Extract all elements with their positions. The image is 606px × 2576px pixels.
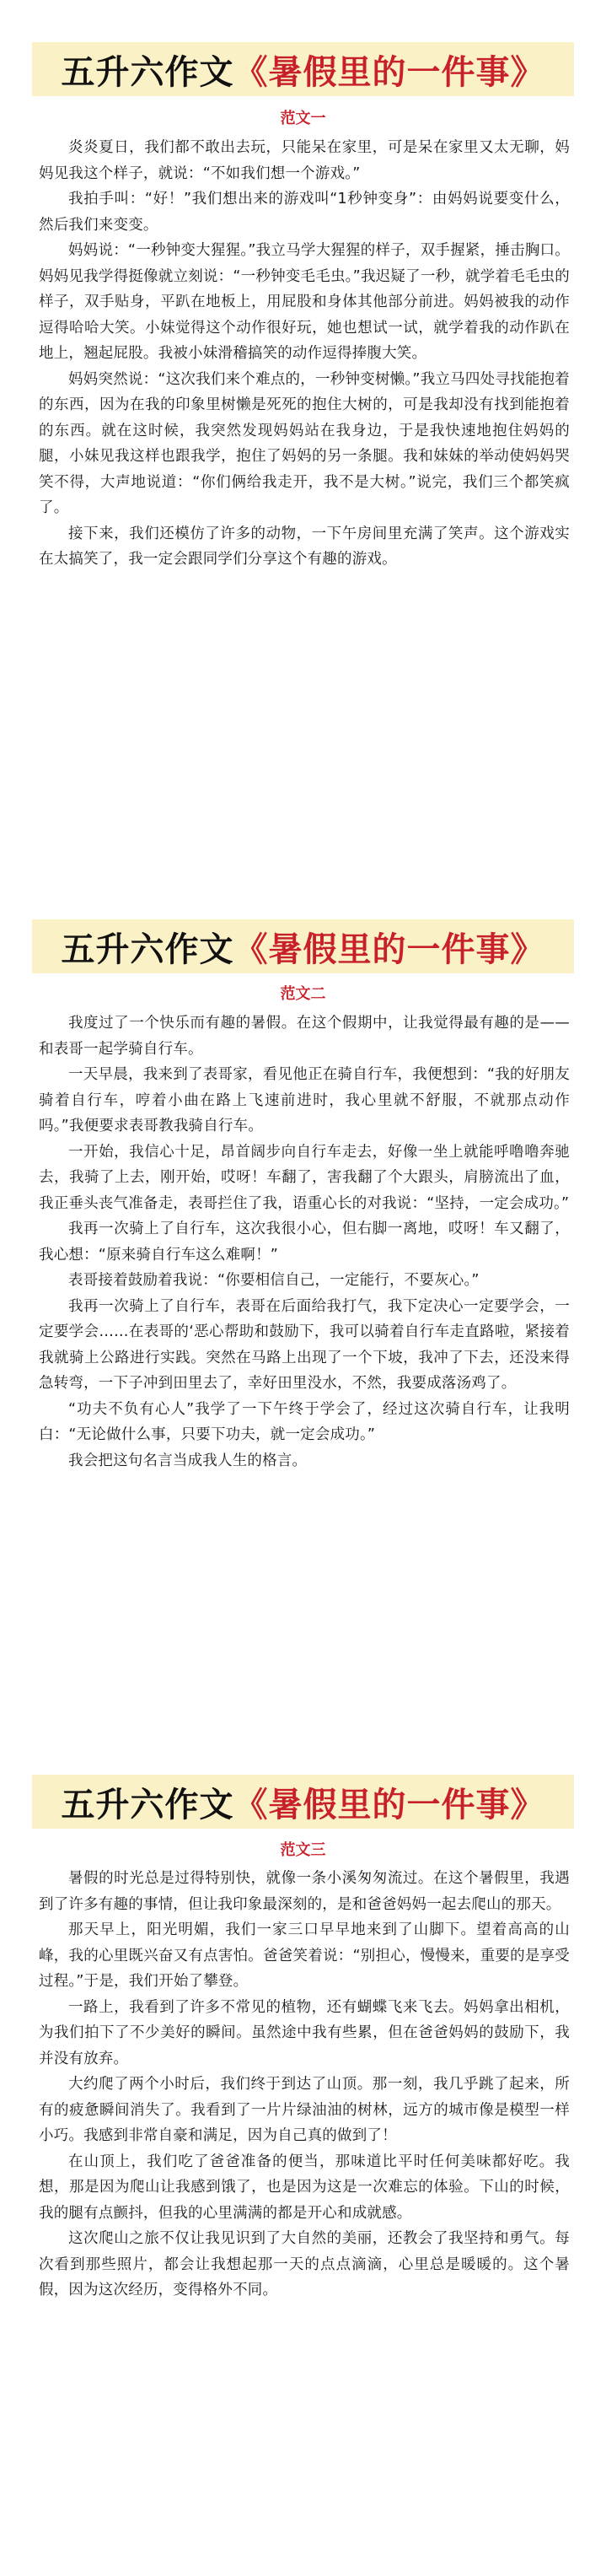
essay-paragraph: “功夫不负有心人”我学了一下午终于学会了，经过这次骑自行车，让我明白：“无论做什么事，只要下功夫，就一定会成功。” [39,1400,570,1443]
essay-title-highlight: 《暑假里的一件事》 [233,52,545,92]
essay-paragraph: 一路上，我看到了许多不常见的植物，还有蝴蝶飞来飞去。妈妈拿出相机，为我们拍下了不少美好的瞬间。虽然途中我有些累，但在爸爸妈妈的鼓励下，我并没有放弃。 [39,1998,570,2067]
essay-subtitle: 范文一 [280,110,326,127]
essay-paragraph: 我拍手叫：“好！”我们想出来的游戏叫“1秒钟变身”：由妈妈说要变什么，然后我们来变变。 [39,191,570,234]
essay-paragraph: 一天早晨，我来到了表哥家，看见他正在骑自行车，我便想到：“我的好朋友骑着自行车，哼着小曲在路上飞速前进时，我心里就不舒服，不就那点动作吗。”我便要求表哥教我骑自行车。 [39,1066,570,1134]
essay-paragraph: 一开始，我信心十足，昂首阔步向自行车走去，好像一坐上就能呼噜噜奔驰去，我骑了上去，刚开始，哎呀！车翻了，害我翻了个大跟头，肩膀流出了血，我正垂头丧气准备走，表哥拦住了我，语重心长的对我说：“坚持，一定会成功。” [39,1143,570,1212]
essay-paragraph: 那天早上，阳光明媚，我们一家三口早早地来到了山脚下。望着高高的山峰，我的心里既兴奋又有点害怕。爸爸笑着说：“别担心，慢慢来，重要的是享受过程。”于是，我们开始了攀登。 [39,1921,570,1990]
essay-paragraph: 我会把这句名言当成我人生的格言。 [68,1452,308,1469]
essay-title-banner [32,1775,574,1829]
essay-subtitle: 范文三 [280,1841,326,1859]
essay-paragraph: 表哥接着鼓励着我说：“你要相信自己，一定能行，不要灰心。” [68,1272,480,1289]
essay-paragraph: 我再一次骑上了自行车，表哥在后面给我打气，我下定决心一定要学会，一定要学会……在表哥的‘恶心帮助和鼓励下，我可以骑着自行车走直路啦，紧接着我就骑上公路进行实践。突然在马路上出现了一个下坡，我冲了下去，还没来得急转弯，一下子冲到田里去了，幸好田里没水，不然，我要成落汤鸡了。 [39,1297,570,1392]
essay-paragraph: 我再一次骑上了自行车，这次我很小心，但右脚一离地，哎呀！车又翻了，我心想：“原来骑自行车这么难啊！” [39,1221,570,1264]
essay-title-banner [32,42,574,96]
essay-paragraph: 大约爬了两个小时后，我们终于到达了山顶。那一刻，我几乎跳了起来，所有的疲惫瞬间消失了。我看到了一片片绿油油的树林，远方的城市像是模型一样小巧。我感到非常自豪和满足，因为自己真的做到了！ [39,2076,570,2144]
essay-title-prefix: 五升六作文 [61,52,234,92]
essay-paragraph: 我度过了一个快乐而有趣的暑假。在这个假期中，让我觉得最有趣的是——和表哥一起学骑自行车。 [39,1015,570,1058]
essay-title-prefix: 五升六作文 [61,1785,234,1824]
essay-body [39,1866,570,2304]
essay-body [39,1010,570,1474]
essay-paragraph: 这次爬山之旅不仅让我见识到了大自然的美丽，还教会了我坚持和勇气。每次看到那些照片，都会让我想起那一天的点点滴滴，心里总是暖暖的。这个暑假，因为这次经历，变得格外不同。 [39,2230,570,2298]
essay-title-highlight: 《暑假里的一件事》 [233,1785,545,1824]
essay-title-highlight: 《暑假里的一件事》 [233,930,545,969]
essay-paragraph: 接下来，我们还模仿了许多的动物，一下午房间里充满了笑声。这个游戏实在太搞笑了，我一定会跟同学们分享这个有趣的游戏。 [39,525,570,568]
essay-paragraph: 妈妈说：“一秒钟变大猩猩。”我立马学大猩猩的样子，双手握紧，捶击胸口。妈妈见我学得挺像就立刻说：“一秒钟变毛毛虫。”我迟疑了一秒，就学着毛毛虫的样子，双手贴身，平趴在地板上，用屁股和身体其他部分前进。妈妈被我的动作逗得哈哈大笑。小妹觉得这个动作很好玩，她也想试一试，就学着我的动作趴在地上，翘起屁股。我被小妹滑稽搞笑的动作逗得捧腹大笑。 [39,242,570,362]
essay-body [39,135,570,573]
essay-title-prefix: 五升六作文 [61,930,234,969]
essay-subtitle: 范文二 [280,985,326,1003]
essay-paragraph: 暑假的时光总是过得特别快，就像一条小溪匆匆流过。在这个暑假里，我遇到了许多有趣的事情，但让我印象最深刻的，是和爸爸妈妈一起去爬山的那天。 [39,1870,570,1913]
essay-paragraph: 在山顶上，我们吃了爸爸准备的便当，那味道比平时任何美味都好吃。我想，那是因为爬山让我感到饿了，也是因为这是一次难忘的体验。下山的时候，我的腿有点颤抖，但我的心里满满的都是开心和成就感。 [39,2153,570,2222]
essay-title-banner [32,919,574,973]
essay-paragraph: 炎炎夏日，我们都不敢出去玩，只能呆在家里，可是呆在家里又太无聊，妈妈见我这个样子，就说：“不如我们想一个游戏。” [39,139,570,182]
essay-paragraph: 妈妈突然说：“这次我们来个难点的，一秒钟变树懒。”我立马四处寻找能抱着的东西，因为在我的印象里树懒是死死的抱住大树的，可是我却没有找到能抱着的东西。就在这时候，我突然发现妈妈站在我身边，于是我快速地抱住妈妈的腿，小妹见我这样也跟我学，抱住了妈妈的另一条腿。我和妹妹的举动使妈妈哭笑不得，大声地说道：“你们俩给我走开，我不是大树。”说完，我们三个都笑疯了。 [39,370,570,516]
